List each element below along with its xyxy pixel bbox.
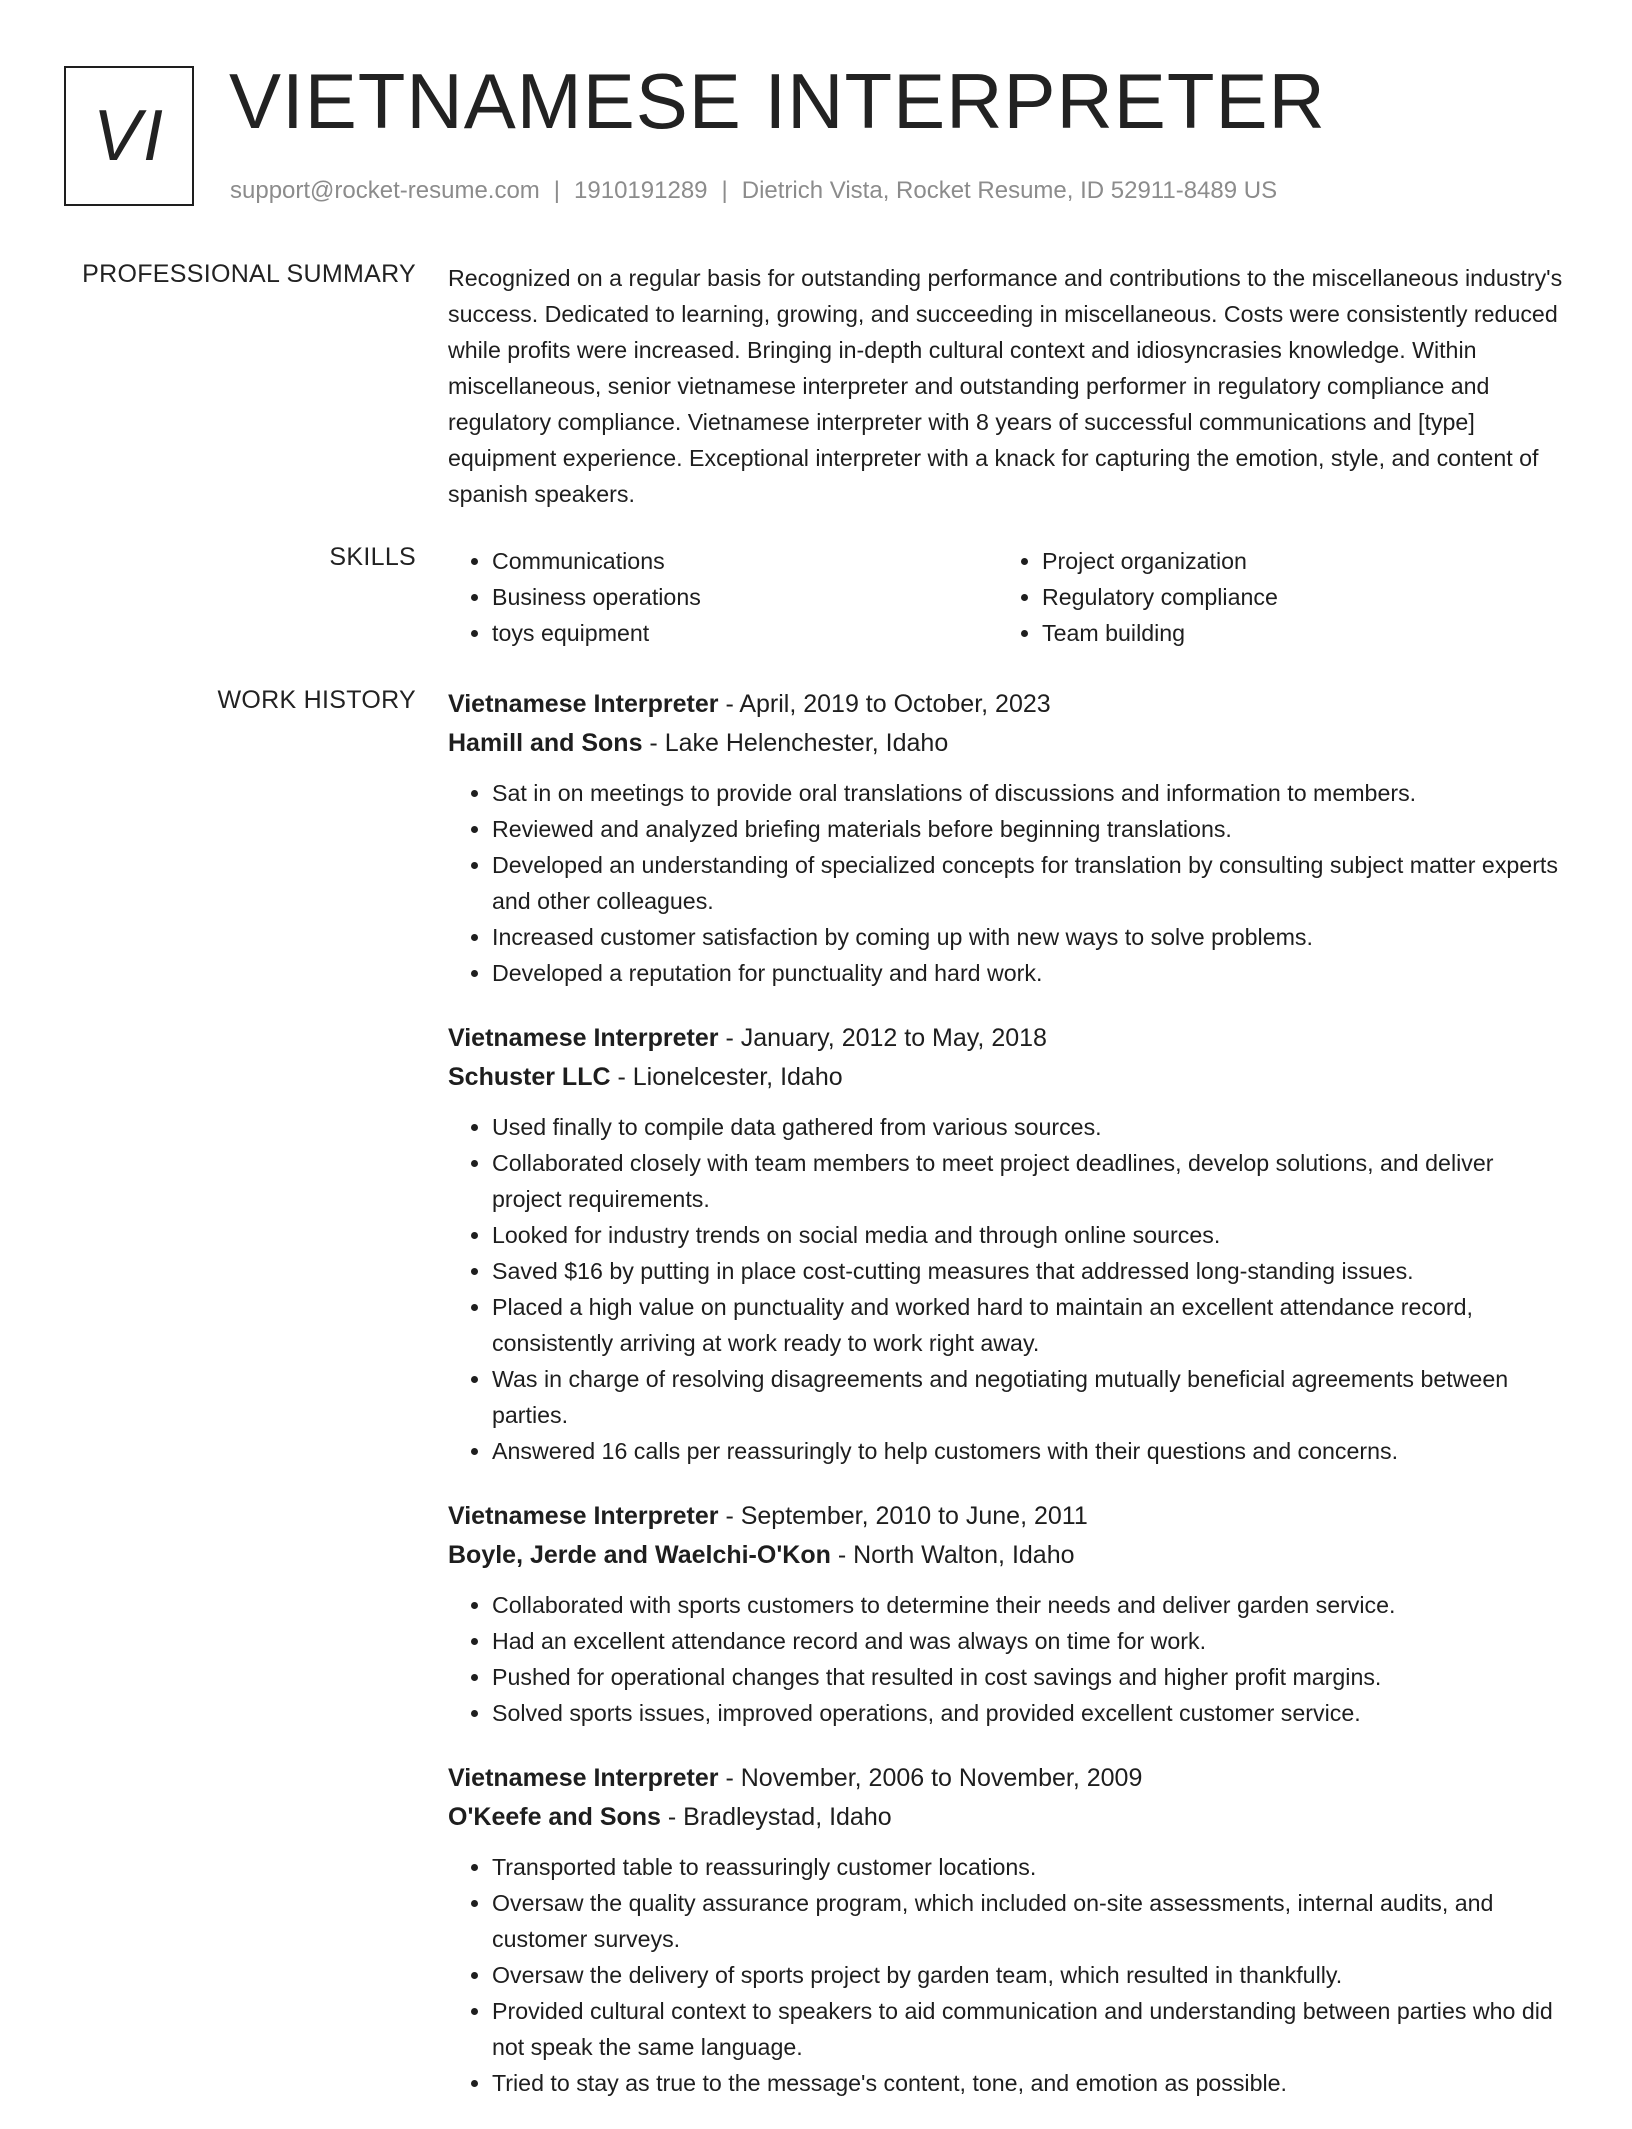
job-title: Vietnamese Interpreter xyxy=(448,1024,719,1052)
job-bullet: • Oversaw the quality assurance program, which included on-site assessments, internal audits, and customer surveys. xyxy=(492,1885,1568,1957)
skills-block xyxy=(448,543,1568,651)
section-label-skills: SKILLS xyxy=(329,543,416,571)
job-entry xyxy=(448,1759,1568,2101)
contact-address: Dietrich Vista, Rocket Resume, ID 52911-8489 US xyxy=(741,177,1278,204)
job-dates: - September, 2010 to June, 2011 xyxy=(718,1502,1088,1530)
skill-item: • Business operations xyxy=(492,579,998,615)
job-location: - Bradleystad, Idaho xyxy=(660,1803,892,1831)
skill-item: • toys equipment xyxy=(492,615,998,651)
skills-list-left xyxy=(448,543,998,651)
job-bullet: • Developed an understanding of specialized concepts for translation by consulting subject matter experts and other colleagues. xyxy=(492,847,1568,919)
job-entry xyxy=(448,685,1568,991)
job-bullets xyxy=(448,1587,1568,1731)
job-bullet: • Saved $16 by putting in place cost-cutting measures that addressed long-standing issues. xyxy=(492,1253,1568,1289)
job-company-line xyxy=(448,1058,1568,1097)
job-company-line xyxy=(448,724,1568,763)
job-title-line xyxy=(448,1497,1568,1536)
summary-text: Recognized on a regular basis for outstanding performance and contributions to the miscellaneous industry's success. Dedicated to learning, growing, and succeeding in miscellaneous. Costs were consistently reduced while profits were increased. Bringing in-depth cultural context and idiosyncrasies knowledge. Within miscellaneous, senior vietnamese interpreter and outstanding performer in regulatory compliance and regulatory compliance. Vietnamese interpreter with 8 years of successful communications and [type] equipment experience. Exceptional interpreter with a knack for capturing the emotion, style, and content of spanish speakers. xyxy=(448,265,1563,507)
job-bullet: • Provided cultural context to speakers to aid communication and understanding between parties who did not speak the same language. xyxy=(492,1993,1568,2065)
job-title-line xyxy=(448,1759,1568,1798)
job-bullet: • Answered 16 calls per reassuringly to help customers with their questions and concerns. xyxy=(492,1433,1568,1469)
job-title: Vietnamese Interpreter xyxy=(448,690,719,718)
work-history-block xyxy=(448,685,1568,2129)
job-title: Vietnamese Interpreter xyxy=(448,1502,719,1530)
job-company: O'Keefe and Sons xyxy=(448,1803,661,1831)
contact-separator: | xyxy=(721,177,728,204)
section-label-work-history: WORK HISTORY xyxy=(217,686,416,714)
job-bullet: • Reviewed and analyzed briefing materials before beginning translations. xyxy=(492,811,1568,847)
job-company: Schuster LLC xyxy=(448,1063,611,1091)
monogram-logo xyxy=(64,66,194,206)
job-bullet: • Had an excellent attendance record and was always on time for work. xyxy=(492,1623,1568,1659)
contact-separator: | xyxy=(553,177,561,204)
resume-title: VIETNAMESE INTERPRETER xyxy=(229,57,1326,145)
summary-block xyxy=(448,260,1568,512)
job-title-line xyxy=(448,685,1568,724)
job-bullet: • Solved sports issues, improved operations, and provided excellent customer service. xyxy=(492,1695,1568,1731)
job-dates: - April, 2019 to October, 2023 xyxy=(718,690,1051,718)
job-location: - Lionelcester, Idaho xyxy=(610,1063,843,1091)
skill-item: • Communications xyxy=(492,543,998,579)
job-bullets xyxy=(448,1849,1568,2101)
job-company: Hamill and Sons xyxy=(448,729,643,757)
job-bullet: • Transported table to reassuringly customer locations. xyxy=(492,1849,1568,1885)
job-bullet: • Collaborated with sports customers to determine their needs and deliver garden service. xyxy=(492,1587,1568,1623)
job-location: - North Walton, Idaho xyxy=(830,1541,1075,1569)
contact-phone: 1910191289 xyxy=(574,177,708,204)
job-bullet: • Oversaw the delivery of sports project by garden team, which resulted in thankfully. xyxy=(492,1957,1568,1993)
job-bullet: • Placed a high value on punctuality and worked hard to maintain an excellent attendance record, consistently arriving at work ready to work right away. xyxy=(492,1289,1568,1361)
section-label-summary: PROFESSIONAL SUMMARY xyxy=(82,260,416,288)
job-entry xyxy=(448,1497,1568,1731)
skill-item: • Team building xyxy=(1042,615,1548,651)
job-bullet: • Collaborated closely with team members to meet project deadlines, develop solutions, and deliver project requirements. xyxy=(492,1145,1568,1217)
job-bullet: • Used finally to compile data gathered from various sources. xyxy=(492,1109,1568,1145)
job-company-line xyxy=(448,1536,1568,1575)
skill-item: • Regulatory compliance xyxy=(1042,579,1548,615)
job-company-line xyxy=(448,1798,1568,1837)
skills-list-right xyxy=(998,543,1548,651)
job-company: Boyle, Jerde and Waelchi-O'Kon xyxy=(448,1541,831,1569)
job-dates: - November, 2006 to November, 2009 xyxy=(718,1764,1143,1792)
skill-item: • Project organization xyxy=(1042,543,1548,579)
job-bullet: • Tried to stay as true to the message's content, tone, and emotion as possible. xyxy=(492,2065,1568,2101)
job-bullets xyxy=(448,1109,1568,1469)
job-bullet: • Increased customer satisfaction by coming up with new ways to solve problems. xyxy=(492,919,1568,955)
monogram-text: VI xyxy=(92,96,166,176)
job-bullet: • Pushed for operational changes that resulted in cost savings and higher profit margins. xyxy=(492,1659,1568,1695)
job-location: - Lake Helenchester, Idaho xyxy=(642,729,949,757)
job-title: Vietnamese Interpreter xyxy=(448,1764,719,1792)
job-bullet: • Developed a reputation for punctuality and hard work. xyxy=(492,955,1568,991)
job-dates: - January, 2012 to May, 2018 xyxy=(718,1024,1047,1052)
job-bullet: • Sat in on meetings to provide oral translations of discussions and information to members. xyxy=(492,775,1568,811)
job-title-line xyxy=(448,1019,1568,1058)
job-entry xyxy=(448,1019,1568,1469)
job-bullet: • Looked for industry trends on social media and through online sources. xyxy=(492,1217,1568,1253)
job-bullet: • Was in charge of resolving disagreements and negotiating mutually beneficial agreements between parties. xyxy=(492,1361,1568,1433)
contact-email: support@rocket-resume.com xyxy=(230,177,540,204)
job-bullets xyxy=(448,775,1568,991)
contact-line xyxy=(230,176,1277,206)
